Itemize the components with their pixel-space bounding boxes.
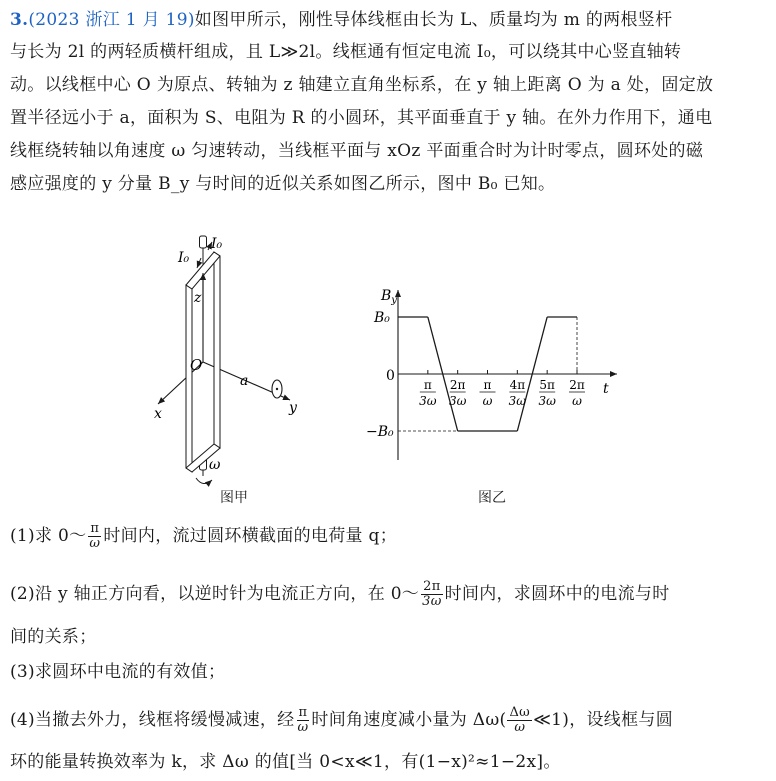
stem-text-1: 如图甲所示，刚性导体线框由长为 L、质量均为 m 的两根竖杆 <box>194 10 673 30</box>
sq2-prefix: (2)沿 y 轴正方向看，以逆时针为电流正方向，在 0～ <box>10 584 420 604</box>
sq1-prefix: (1)求 0～ <box>10 526 87 546</box>
caption-yi: 图乙 <box>478 490 506 506</box>
stem-line-3: 动。以线框中心 O 为原点、转轴为 z 轴建立直角坐标系，在 y 轴上距离 O 为 a 处，固定放 <box>10 75 714 95</box>
x-tick-den-6: ω <box>572 394 582 408</box>
sq1-frac-den: ω <box>89 536 101 551</box>
x-tick-num-5: 5π <box>539 378 555 392</box>
stem-line-2: 与长为 2l 的两轻质横杆组成，且 L≫2l。线框通有恒定电流 I₀，可以绕其中心竖直轴转 <box>10 42 682 62</box>
label-y: y <box>289 400 297 416</box>
y-tick-top: B₀ <box>374 310 390 326</box>
sq2-fraction <box>420 580 443 609</box>
sq4-mid: 时间角速度减小量为 Δω( <box>311 710 507 730</box>
sq4-fraction <box>295 706 310 735</box>
sq4-frac2-num: Δω <box>509 705 531 720</box>
sq1-suffix: 时间内，流过圆环横截面的电荷量 q； <box>103 526 397 546</box>
sq2-frac-den: 3ω <box>422 594 442 609</box>
label-omega: ω <box>209 457 221 473</box>
sub-question-2 <box>10 580 670 609</box>
sub-question-4-cont: 环的能量转换效率为 k，求 Δω 的值[当 0<x≪1，有(1−x)²≈1−2x]。 <box>10 752 561 772</box>
y-tick-bottom: −B₀ <box>366 424 394 440</box>
chart-xlabel: t <box>603 381 609 397</box>
sq1-frac-num: π <box>90 521 100 536</box>
sq4-fraction-2 <box>507 706 532 735</box>
sub-question-3: (3)求圆环中电流的有效值； <box>10 662 226 682</box>
sub-question-2-cont: 间的关系； <box>10 627 97 647</box>
stem-line-6: 感应强度的 y 分量 B_y 与时间的近似关系如图乙所示，图中 B₀ 已知。 <box>10 174 556 194</box>
x-tick-den-4: 3ω <box>508 394 527 408</box>
x-tick-num-3: π <box>483 378 492 392</box>
sq1-fraction <box>87 522 102 551</box>
x-tick-num-6: 2π <box>569 378 585 392</box>
x-tick-num-1: π <box>423 378 432 392</box>
x-tick-den-2: 3ω <box>448 394 467 408</box>
x-tick-num-2: 2π <box>449 378 466 392</box>
stem-line-4: 置半径远小于 a，面积为 S、电阻为 R 的小圆环，其平面垂直于 y 轴。在外力作用下，通电 <box>10 108 713 128</box>
sq4-frac-den: ω <box>297 720 309 735</box>
label-current-top: I₀ <box>211 236 223 252</box>
sq4-frac-num: π <box>298 705 308 720</box>
label-origin: O <box>190 356 203 374</box>
x-tick-den-5: 3ω <box>538 394 556 408</box>
chart-ylabel: $B_y$ <box>381 288 397 306</box>
label-x: x <box>154 406 162 422</box>
label-current-left: I₀ <box>178 250 190 266</box>
sub-question-1 <box>10 522 397 551</box>
y-tick-zero: 0 <box>386 368 395 384</box>
question-source: (2023 浙江 1 月 19) <box>28 10 195 30</box>
sq2-frac-num: 2π <box>423 579 441 594</box>
sq2-suffix: 时间内，求圆环中的电流与时 <box>444 584 670 604</box>
x-tick-den-1: 3ω <box>419 394 437 408</box>
x-tick-den-3: ω <box>482 394 493 408</box>
sub-question-4 <box>10 706 673 735</box>
question-number: 3. <box>10 10 29 30</box>
sq4-frac2-den: ω <box>514 720 526 735</box>
stem-line-5: 线框绕转轴以角速度 ω 匀速转动，当线框平面与 xOz 平面重合时为计时零点，圆环处的磁 <box>10 141 704 161</box>
sq4-prefix: (4)当撤去外力，线框将缓慢减速，经 <box>10 710 295 730</box>
sq4-suffix: ≪1)，设线框与圆 <box>533 710 674 730</box>
label-z: z <box>194 290 202 306</box>
caption-jia: 图甲 <box>220 490 248 506</box>
x-tick-num-4: 4π <box>509 378 526 392</box>
label-a: a <box>240 373 249 389</box>
